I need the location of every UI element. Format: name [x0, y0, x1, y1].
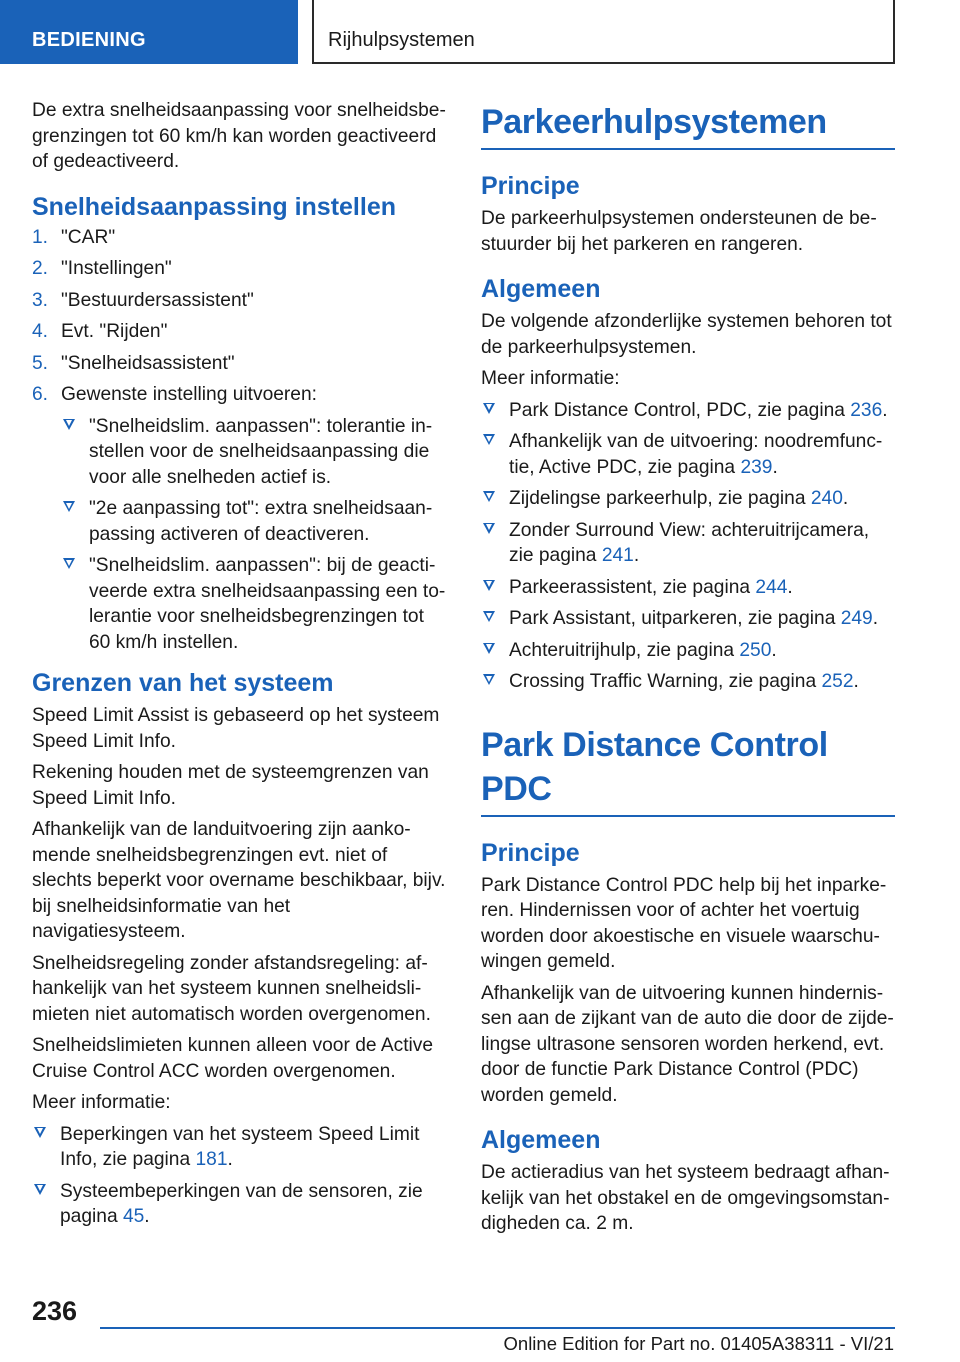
step-item — [32, 288, 446, 314]
page-link-252[interactable]: 252 — [821, 671, 854, 692]
ref-end: . — [772, 456, 778, 478]
parking-refs-list — [481, 398, 895, 695]
limits-paragraph: Rekening houden met de systeemgrenzen van Speed Limit Info. — [32, 762, 429, 809]
ref-item — [32, 1179, 446, 1230]
steps-list — [32, 225, 446, 656]
ref-end: . — [633, 545, 640, 566]
triangle-bullet-icon — [63, 501, 75, 512]
chapter-title: Rijhulpsystemen — [312, 0, 895, 64]
step-number: 1. — [32, 226, 49, 248]
ref-item — [481, 518, 895, 569]
ref-end: . — [842, 488, 849, 509]
sub-option-text: "Snelheidslim. aanpassen": tolerantie in-stellen voor de snelheidsaanpassing die voor alle snelheden actief is. — [89, 415, 433, 488]
triangle-bullet-icon — [483, 491, 495, 502]
pdc-general-paragraph: De actieradius van het systeem bedraagt afhan-kelijk van het obstakel en de omgevingsomstan-digheden ca. 2 m. — [481, 1162, 890, 1234]
ref-item — [481, 575, 895, 601]
sub-option — [61, 553, 446, 655]
page-link-45[interactable]: 45 — [122, 1206, 145, 1227]
ref-text: Systeembeperkingen van de sensoren, zie pagina — [60, 1180, 423, 1227]
ref-text: Beperkingen van het systeem Speed Limit Info, zie pagina — [60, 1123, 420, 1170]
heading-pdc-principle: Principe — [481, 838, 580, 867]
step-item — [32, 319, 446, 345]
triangle-bullet-icon — [34, 1184, 46, 1195]
ref-text: Park Distance Control, PDC, zie pagina — [509, 399, 851, 421]
edition-note: Online Edition for Part no. 01405A38311 - VI/21 — [503, 1333, 894, 1354]
triangle-bullet-icon — [483, 643, 495, 654]
ref-item — [481, 669, 895, 695]
page-link-239[interactable]: 239 — [740, 456, 773, 478]
ref-item — [481, 429, 895, 480]
heading-principle: Principe — [481, 172, 580, 200]
triangle-bullet-icon — [483, 611, 495, 622]
triangle-bullet-icon — [63, 558, 75, 569]
ref-text: Achteruitrijhulp, zie pagina — [509, 639, 740, 661]
step-text: Evt. "Rijden" — [61, 321, 168, 342]
sub-options-list — [61, 414, 446, 656]
heading-pdc-general: Algemeen — [481, 1126, 601, 1154]
step-text: "Snelheidsassistent" — [61, 352, 235, 374]
ref-item — [32, 1122, 446, 1173]
ref-end: . — [882, 399, 888, 421]
footer-divider — [100, 1327, 895, 1329]
step-item — [32, 351, 446, 377]
more-info-label: Meer informatie: — [32, 1092, 171, 1113]
ref-text: Zonder Surround View: achteruitrijcamera, zie pagina — [509, 519, 870, 566]
ref-text: Zijdelingse parkeerhulp, zie pagina — [509, 488, 811, 509]
step-number: 3. — [32, 289, 49, 311]
page-link-250[interactable]: 250 — [739, 639, 772, 661]
ref-end: . — [787, 576, 793, 598]
step-number: 6. — [32, 384, 49, 405]
step-text: Gewenste instelling uitvoeren: — [61, 384, 317, 405]
ref-end: . — [227, 1149, 233, 1170]
ref-end: . — [144, 1206, 150, 1227]
step-number: 2. — [32, 258, 49, 279]
triangle-bullet-icon — [483, 434, 495, 445]
section-tab: BEDIENING — [0, 0, 298, 64]
page-link-244[interactable]: 244 — [755, 576, 788, 598]
step-text: "Bestuurdersassistent" — [61, 289, 254, 311]
step-item — [32, 382, 446, 655]
step-text: "CAR" — [61, 226, 116, 248]
ref-end: . — [771, 639, 777, 661]
triangle-bullet-icon — [34, 1127, 46, 1138]
principle-paragraph: De parkeerhulpsystemen ondersteunen de be-stuurder bij het parkeren en rangeren. — [481, 208, 877, 255]
heading-pdc: Park Distance Control PDC — [481, 723, 895, 817]
triangle-bullet-icon — [483, 580, 495, 591]
limits-paragraph: Afhankelijk van de landuitvoering zijn aanko-mende snelheidsbegrenzingen evt. niet of slechts beperkt voor overname beschikbaar, bijv. bij snelheidsinformatie van het navigatiesysteem. — [32, 819, 446, 942]
general-paragraph: De volgende afzonderlijke systemen behoren tot de parkeerhulpsystemen. — [481, 311, 892, 358]
heading-settings: Snelheidsaanpassing instellen — [32, 192, 397, 221]
heading-parking: Parkeerhulpsystemen — [481, 100, 895, 150]
pdc-principle-paragraph: Afhankelijk van de uitvoering kunnen hindernis-sen aan de zijkant van de auto die door de zijde-lingse ultrasone sensoren worden herkend, evt. door de functie Park Distance Control (PDC) worden gemeld. — [481, 982, 894, 1106]
more-info-label: Meer informatie: — [481, 368, 620, 389]
sub-option-text: "Snelheidslim. aanpassen": bij de geacti-veerde extra snelheidsaanpassing een to-lerantie voor snelheidsbegrenzingen tot 60 km/h instellen. — [89, 555, 446, 653]
triangle-bullet-icon — [483, 403, 495, 414]
pdc-principle-paragraph: Park Distance Control PDC help bij het inparke-ren. Hindernissen voor of achter het voertuig worden door akoestische en visuele waarschu-wingen gemeld. — [481, 874, 887, 972]
ref-item — [481, 638, 895, 664]
intro-paragraph: De extra snelheidsaanpassing voor snelheidsbe-grenzingen tot 60 km/h kan worden geactiveerd of gedeactiveerd. — [32, 100, 446, 172]
step-item — [32, 256, 446, 282]
step-number: 5. — [32, 352, 49, 374]
sub-option — [61, 496, 446, 547]
limits-refs-list — [32, 1122, 446, 1230]
limits-paragraph: Snelheidslimieten kunnen alleen voor de Active Cruise Control ACC worden overgenomen. — [32, 1035, 434, 1082]
right-column — [481, 100, 895, 1243]
heading-general: Algemeen — [481, 275, 601, 303]
ref-item — [481, 606, 895, 632]
triangle-bullet-icon — [63, 419, 75, 430]
limits-paragraph: Snelheidsregeling zonder afstandsregeling: af-hankelijk van het systeem kunnen snelheidsli-mieten niet automatisch worden overgenomen. — [32, 952, 431, 1025]
limits-paragraph: Speed Limit Assist is gebaseerd op het systeem Speed Limit Info. — [32, 705, 440, 752]
page-link-181[interactable]: 181 — [195, 1149, 228, 1170]
ref-item — [481, 486, 895, 512]
ref-text: Parkeerassistent, zie pagina — [509, 576, 756, 598]
page-number: 236 — [32, 1296, 78, 1326]
ref-end: . — [853, 671, 859, 692]
page-link-236[interactable]: 236 — [850, 399, 883, 421]
ref-text: Afhankelijk van de uitvoering: noodremfunc-tie, Active PDC, zie pagina — [509, 431, 883, 478]
triangle-bullet-icon — [483, 523, 495, 534]
heading-limits: Grenzen van het systeem — [32, 669, 334, 697]
page-link-240[interactable]: 240 — [810, 488, 843, 509]
step-number: 4. — [32, 321, 49, 342]
step-text: "Instellingen" — [61, 258, 172, 279]
sub-option — [61, 414, 446, 491]
page-link-241[interactable]: 241 — [601, 545, 634, 566]
sub-option-text: "2e aanpassing tot": extra snelheidsaan-passing activeren of deactiveren. — [89, 498, 433, 545]
ref-item — [481, 398, 895, 424]
ref-end: . — [872, 608, 879, 629]
page-link-249[interactable]: 249 — [840, 608, 873, 629]
triangle-bullet-icon — [483, 674, 495, 685]
ref-text: Crossing Traffic Warning, zie pagina — [509, 671, 822, 692]
ref-text: Park Assistant, uitparkeren, zie pagina — [509, 608, 841, 629]
step-item — [32, 225, 446, 251]
left-column — [32, 98, 446, 1236]
